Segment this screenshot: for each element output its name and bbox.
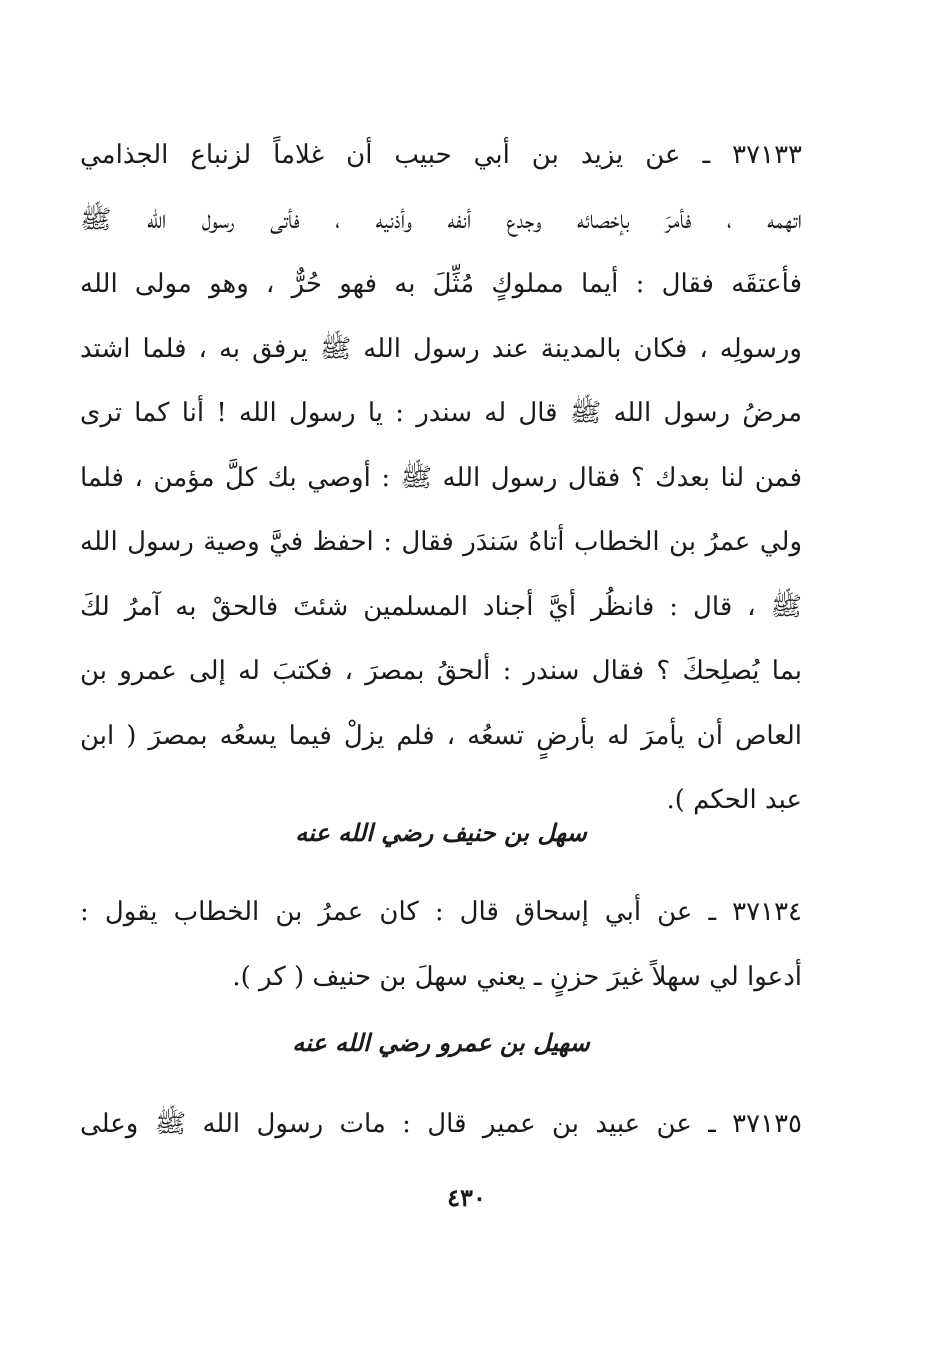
hadith-entry-37133: [80, 123, 802, 833]
page-number: ٤٣٠: [447, 1183, 486, 1212]
text-line: اتهمه ، فأمرَ بإخصائه وجدع أنفه وأذنيه ، فأتى رسول الله ﷺ: [80, 204, 802, 235]
text-line: ورسولِه ، فكان بالمدينة عند رسول الله ﷺ يرفق به ، فلما اشتد: [80, 333, 802, 364]
text-line: ﷺ ، قال : فانظُر أيَّ أجناد المسلمين شئتَ فالحقْ به آمرُ لكَ: [80, 591, 802, 622]
section-heading-suhayl-ibn-amr: سهيل بن عمرو رضي الله عنه: [292, 1028, 590, 1057]
text-line: ٣٧١٣٣ ـ عن يزيد بن أبي حبيب أن غلاماً لزنباع الجذامي: [80, 140, 802, 170]
section-heading-sahl-ibn-hunayf: سهل بن حنيف رضي الله عنه: [295, 818, 587, 847]
hadith-entry-37135: [80, 1092, 802, 1157]
hadith-entry-37134: [80, 880, 802, 1009]
text-line: العاص أن يأمرَ له بأرضٍ تسعُه ، فلم يزلْ فيما يسعُه بمصرَ ( ابن: [80, 720, 802, 751]
text-line: فأعتقَه فقال : أيما مملوكٍ مُثِّلَ به فهو حُرٌّ ، وهو مولى الله: [80, 269, 802, 299]
text-line: ولي عمرُ بن الخطاب أتاهُ سَندَر فقال : احفظ فيَّ وصية رسول الله: [80, 527, 802, 557]
text-line: ٣٧١٣٥ ـ عن عبيد بن عمير قال : مات رسول الله ﷺ وعلى: [80, 1109, 802, 1139]
text-line: مرضُ رسول الله ﷺ قال له سندر : يا رسول الله ! أنا كما ترى: [80, 398, 802, 428]
text-line: أدعوا لي سهلاً غيرَ حزنٍ ـ يعني سهلَ بن حنيف ( كر ).: [232, 961, 802, 992]
text-line: ٣٧١٣٤ ـ عن أبي إسحاق قال : كان عمرُ بن الخطاب يقول :: [80, 897, 802, 927]
text-line: بما يُصلِحكَ ؟ فقال سندر : ألحقُ بمصرَ ، فكتبَ له إلى عمرو بن: [80, 656, 802, 686]
text-line: عبد الحكم ).: [666, 785, 802, 815]
text-line: فمن لنا بعدك ؟ فقال رسول الله ﷺ : أوصي بك كلَّ مؤمن ، فلما: [80, 462, 802, 493]
